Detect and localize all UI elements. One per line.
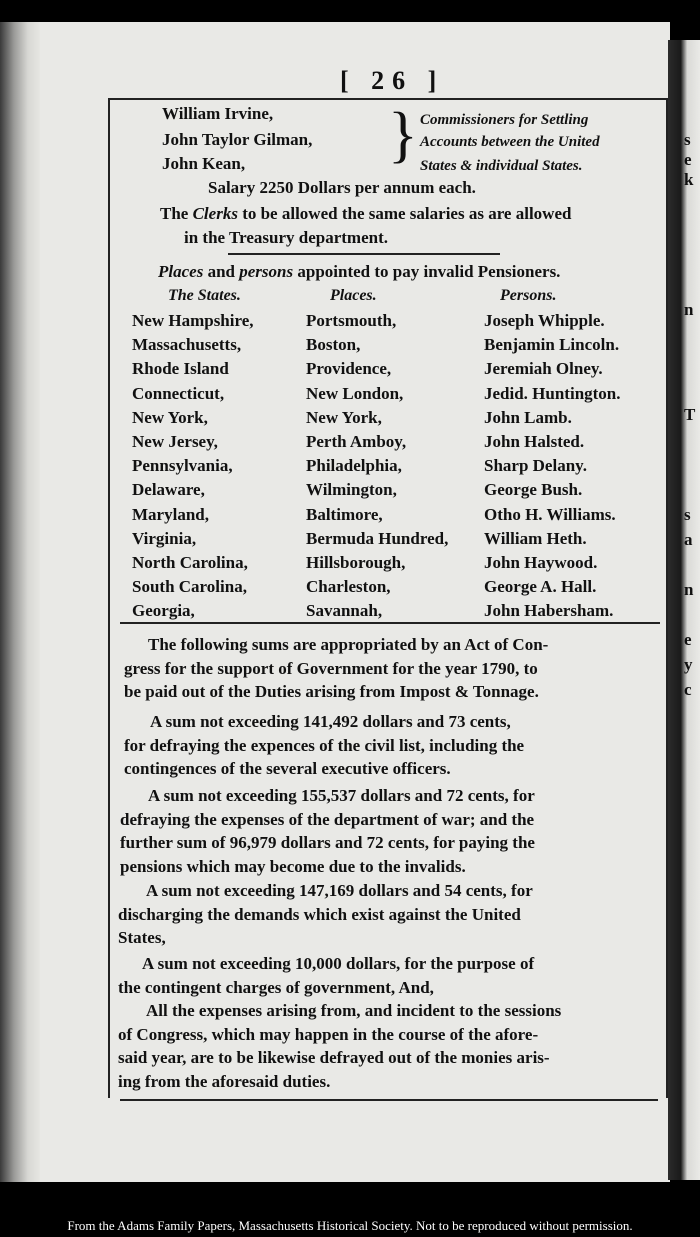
paragraph-line: States, (118, 928, 166, 948)
cell-place: Perth Amboy, (306, 432, 407, 451)
edge-letter: s (684, 130, 691, 149)
cell-place: Portsmouth, (306, 311, 397, 330)
paragraph-line: A sum not exceeding 141,492 dollars and 73 cents, (150, 712, 511, 731)
paragraph-line: be paid out of the Duties arising from Impost & Tonnage. (124, 682, 539, 702)
cell-place: New York, (306, 407, 382, 427)
cell-state: Maryland, (132, 504, 209, 524)
edge-letter: y (684, 655, 693, 674)
paragraph-line: defraying the expenses of the department of war; and the (120, 809, 535, 829)
table-row (0, 431, 700, 455)
clerks-line-2: in the Treasury department. (184, 228, 388, 247)
table-row (0, 600, 700, 624)
column-header-places: Places. (330, 287, 377, 304)
cell-place: Savannah, (306, 601, 383, 621)
cell-state: South Carolina, (132, 577, 247, 597)
section-rule (228, 253, 500, 255)
commissioner-name: John Kean, (162, 154, 246, 173)
edge-letter: c (684, 680, 692, 699)
cell-place: Philadelphia, (306, 456, 402, 476)
brace-glyph: } (388, 101, 418, 169)
table-row (0, 358, 700, 382)
cell-state: Delaware, (132, 480, 205, 500)
cell-person: John Haywood. (484, 553, 598, 572)
cell-person: Joseph Whipple. (484, 311, 605, 330)
cell-person: George A. Hall. (484, 577, 597, 597)
table-row (0, 383, 700, 407)
clerks-line-rest: to be allowed the same salaries as are allowed (242, 204, 572, 223)
table-row (0, 552, 700, 576)
table-row (0, 334, 700, 358)
cell-state: Massachusetts, (132, 335, 242, 355)
paragraph-line: contingences of the several executive officers. (124, 759, 451, 779)
cell-person: Otho H. Williams. (484, 504, 616, 524)
heading-and: and (207, 262, 235, 281)
commissioner-name: John Taylor Gilman, (162, 130, 313, 149)
table-row (0, 504, 700, 528)
cell-person: John Habersham. (484, 601, 614, 621)
page-number: [ 26 ] (340, 66, 445, 95)
paragraph-line: The following sums are appropriated by an Act of Con- (148, 635, 549, 654)
table-row (0, 528, 700, 552)
paragraph-line: the contingent charges of government, And, (118, 977, 434, 997)
cell-state: Georgia, (132, 601, 195, 621)
cell-place: Wilmington, (306, 480, 397, 500)
cell-state: Pennsylvania, (132, 456, 233, 476)
edge-letter: s (684, 505, 691, 524)
cell-place: Providence, (306, 359, 392, 379)
section-rule (120, 622, 660, 624)
table-row (0, 479, 700, 503)
paragraph-line: pensions which may become due to the invalids. (120, 856, 466, 876)
paragraph-line: of Congress, which may happen in the course of the afore- (118, 1024, 539, 1044)
footer-credit: From the Adams Family Papers, Massachusetts Historical Society. Not to be reproduced without permission. (67, 1218, 633, 1233)
column-header-persons: Persons. (500, 287, 557, 304)
cell-state: New Hampshire, (132, 311, 254, 330)
column-header-states: The States. (168, 287, 241, 304)
cell-person: John Halsted. (484, 432, 585, 451)
clerks-line-the: The (160, 204, 189, 223)
heading-places: Places (158, 262, 204, 281)
edge-letter: e (684, 150, 692, 169)
edge-letter: n (684, 580, 694, 599)
bottom-rule (120, 1099, 658, 1101)
table-row (0, 576, 700, 600)
cell-place: Bermuda Hundred, (306, 528, 449, 548)
cell-place: New London, (306, 383, 404, 403)
paragraph-line: further sum of 96,979 dollars and 72 cents, for paying the (120, 833, 535, 853)
table-row (0, 407, 700, 431)
paragraph-line: A sum not exceeding 10,000 dollars, for the purpose of (142, 954, 535, 973)
cell-place: Boston, (306, 335, 361, 355)
edge-letter: T (684, 405, 696, 424)
salary-line: Salary 2250 Dollars per annum each. (208, 178, 476, 197)
paragraph-line: for defraying the expences of the civil list, including the (124, 735, 525, 755)
paragraph-line: said year, are to be likewise defrayed out of the monies aris- (118, 1048, 550, 1068)
cell-state: New Jersey, (132, 432, 218, 451)
cell-person: Jeremiah Olney. (484, 359, 603, 379)
cell-place: Hillsborough, (306, 553, 406, 572)
cell-person: Benjamin Lincoln. (484, 335, 620, 355)
paragraph-line: A sum not exceeding 155,537 dollars and 72 cents, for (148, 786, 535, 805)
edge-letter: k (684, 170, 694, 189)
paragraph-line: gress for the support of Government for the year 1790, to (124, 658, 538, 678)
table-row (0, 455, 700, 479)
cell-place: Charleston, (306, 577, 391, 597)
cell-place: Baltimore, (306, 504, 383, 524)
table-row (0, 310, 700, 334)
paragraph-line: ing from the aforesaid duties. (118, 1071, 331, 1091)
pensions-heading (158, 262, 560, 282)
commissioners-title: States & individual States. (420, 158, 583, 174)
commissioner-name: William Irvine, (162, 104, 274, 123)
cell-person: John Lamb. (484, 407, 572, 427)
clerks-word: Clerks (192, 204, 238, 223)
paragraph-line: discharging the demands which exist against the United (118, 904, 521, 924)
paragraph-line: A sum not exceeding 147,169 dollars and 54 cents, for (146, 881, 533, 900)
cell-person: George Bush. (484, 480, 583, 500)
heading-rest: appointed to pay invalid Pensioners. (297, 262, 561, 281)
cell-person: William Heth. (484, 528, 587, 548)
cell-person: Sharp Delany. (484, 456, 587, 476)
cell-state: Rhode Island (132, 359, 229, 379)
paragraph-line: All the expenses arising from, and incident to the sessions (146, 1001, 562, 1020)
commissioners-title: Accounts between the United (420, 134, 600, 150)
commissioners-title: Commissioners for Settling (420, 112, 589, 128)
clerks-line (160, 204, 571, 224)
edge-letter: e (684, 630, 692, 649)
cell-state: Connecticut, (132, 383, 225, 403)
edge-letter: n (684, 300, 694, 319)
heading-persons: persons (239, 262, 294, 281)
cell-state: New York, (132, 407, 208, 427)
cell-state: North Carolina, (132, 553, 248, 572)
cell-state: Virginia, (132, 528, 197, 548)
edge-letter: a (684, 530, 693, 549)
cell-person: Jedid. Huntington. (484, 383, 621, 403)
